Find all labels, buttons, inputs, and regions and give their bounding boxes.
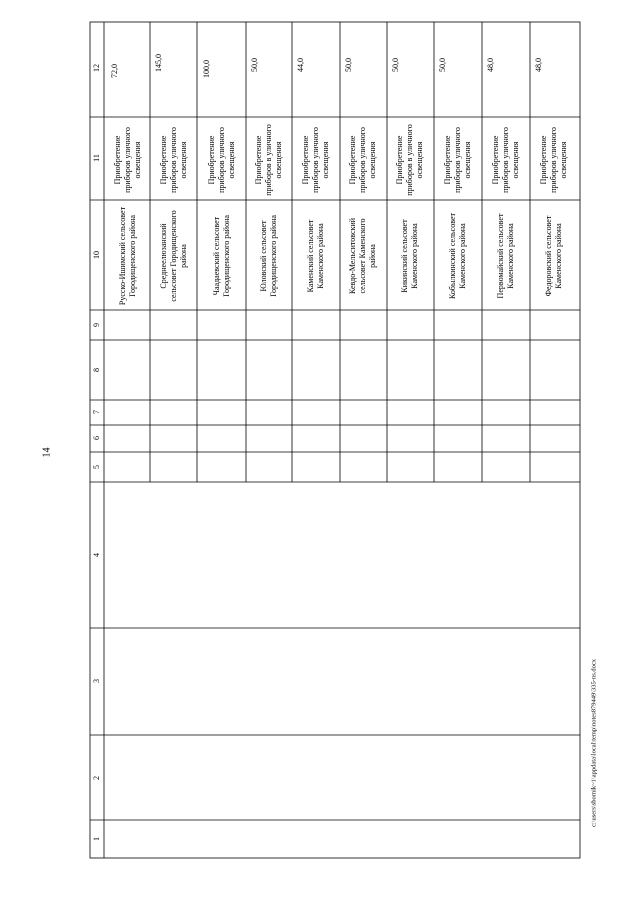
col-num-12: 12 <box>92 64 101 72</box>
footer-file-path: c:\users\sbornik~1\appdata\local\temp\notes879449\335-ns.docx <box>590 659 598 827</box>
table-row-8-municipality: Кобылкинский сельсовет Каменского района <box>448 213 467 299</box>
col-num-5: 5 <box>92 465 101 469</box>
table-row-9-purpose: Приобретение приборов уличного освещения <box>491 127 520 193</box>
table-row-10-purpose: Приобретение приборов уличного освещения <box>539 127 568 193</box>
table-row-5-amount: 44,0 <box>296 58 305 72</box>
table-row-5-purpose: Приобретение приборов уличного освещения <box>301 127 330 193</box>
col-num-10: 10 <box>92 251 101 259</box>
table-row-1-municipality: Русско-Ишимский сельсовет Городищенского района <box>118 206 137 306</box>
table-row-7-amount: 50,0 <box>391 58 400 72</box>
page-number: 14 <box>41 447 53 458</box>
table-row-1-amount: 72,0 <box>110 64 119 78</box>
col-num-7: 7 <box>92 410 101 414</box>
col-num-2: 2 <box>92 776 101 780</box>
col-num-9: 9 <box>92 323 101 327</box>
col-num-1: 1 <box>92 837 101 841</box>
table-row-1-purpose: Приобретение приборов уличного освещения <box>113 127 142 193</box>
col-num-8: 8 <box>92 368 101 372</box>
table-row-7-purpose: Приобретение приборов в уличного освещения <box>395 124 424 196</box>
col-num-11: 11 <box>92 154 101 162</box>
table-row-2-purpose: Приобретение приборов уличного освещения <box>159 127 188 193</box>
table-row-3-purpose: Приобретение приборов уличного освещения <box>207 127 236 193</box>
table-row-8-purpose: Приобретение приборов уличного освещения <box>443 127 472 193</box>
table-row-4-purpose: Приобретение приборов в уличного освещения <box>254 124 283 196</box>
table-row-6-amount: 50,0 <box>344 58 353 72</box>
table-row-7-municipality: Кикинский сельсовет Каменского района <box>400 219 419 293</box>
table-row-9-municipality: Первомайский сельсовет Каменского района <box>496 213 515 299</box>
table-row-9-amount: 48,0 <box>486 58 495 72</box>
table-row-6-municipality: Кевдо-Мельситовский сельсовет Каменского района <box>348 217 377 295</box>
table-row-6-purpose: Приобретение приборов уличного освещения <box>348 127 377 193</box>
table-row-2-amount: 145,0 <box>154 54 163 72</box>
table-row-5-municipality: Каменский сельсовет Каменского района <box>306 219 325 293</box>
col-num-3: 3 <box>92 679 101 683</box>
table-row-10-amount: 48,0 <box>534 58 543 72</box>
table-row-3-amount: 100,0 <box>202 60 211 78</box>
col-num-4: 4 <box>92 553 101 557</box>
table-row-4-amount: 50,0 <box>250 58 259 72</box>
table-row-10-municipality: Федоровский сельсовет Каменского района <box>544 215 563 297</box>
col-num-6: 6 <box>92 436 101 440</box>
table-row-8-amount: 50,0 <box>438 58 447 72</box>
table-row-2-municipality: Среднеелюзанский сельсовет Городищенского района <box>159 210 188 302</box>
table-row-3-municipality: Чаадаевский сельсовет Городищенского района <box>212 215 231 297</box>
table-row-4-municipality: Юловский сельсовет Городищенского района <box>259 215 278 297</box>
